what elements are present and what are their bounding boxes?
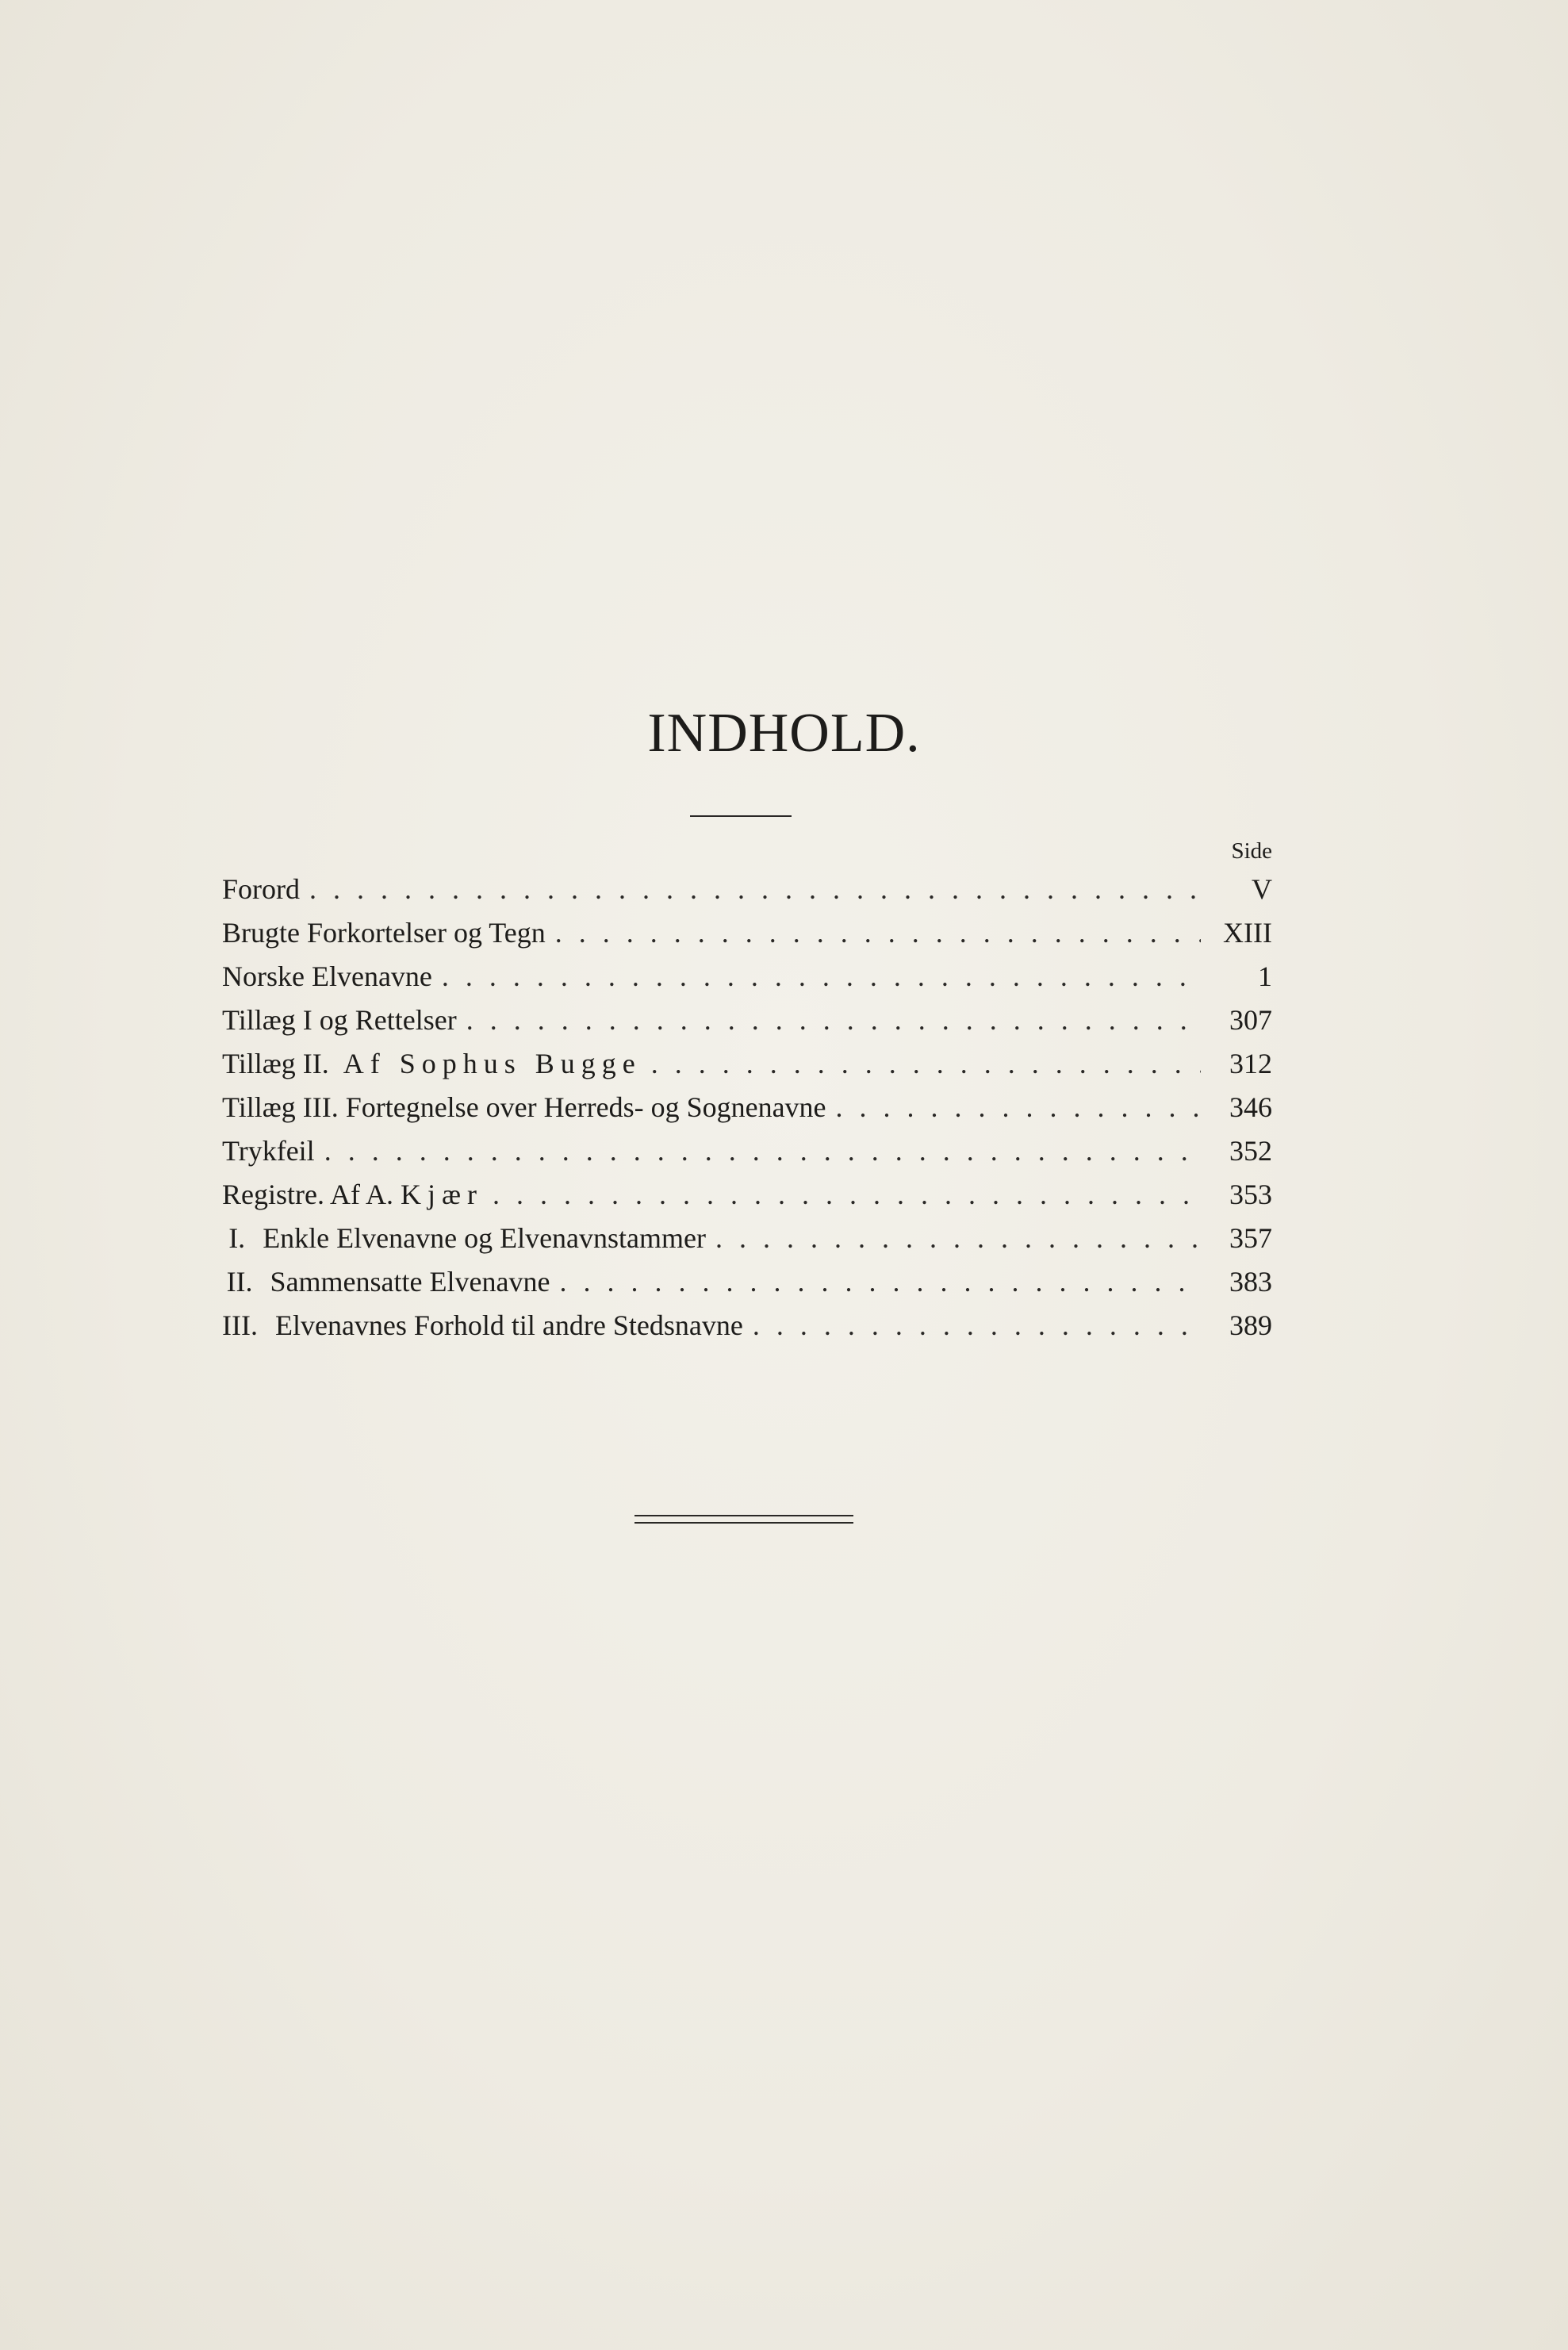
toc-entry-page: V xyxy=(1252,873,1272,905)
table-of-contents xyxy=(222,872,1272,1352)
dot-leader xyxy=(432,960,1201,993)
dot-leader xyxy=(457,1003,1201,1037)
toc-entry-label: Norske Elvenavne xyxy=(222,960,432,992)
dot-leader xyxy=(706,1221,1201,1255)
toc-subentry-enkle xyxy=(222,1221,1272,1265)
toc-entry-label-author: Kjær xyxy=(400,1179,483,1210)
dot-leader xyxy=(743,1309,1201,1342)
toc-entry-label: Trykfeil xyxy=(222,1135,315,1167)
title-rule xyxy=(690,815,792,817)
toc-entry-label: Tillæg I og Rettelser xyxy=(222,1004,457,1036)
toc-entry-label: Tillæg III. Fortegnelse over Herreds- og Sognenavne xyxy=(222,1091,826,1123)
toc-subentry-sammensatte xyxy=(222,1265,1272,1309)
toc-entry-label-main: Registre. Af A. xyxy=(222,1179,393,1210)
toc-entry-page: 357 xyxy=(1229,1222,1272,1254)
dot-leader xyxy=(300,872,1201,906)
toc-entry-registre xyxy=(222,1178,1272,1221)
toc-entry-page: 352 xyxy=(1229,1135,1272,1167)
toc-entry-page: 1 xyxy=(1258,960,1272,992)
side-column-label: Side xyxy=(1231,838,1272,864)
dot-leader xyxy=(826,1091,1201,1124)
toc-entry-label: Elvenavnes Forhold til andre Stedsnavne xyxy=(274,1309,743,1341)
toc-entry-page: 307 xyxy=(1229,1004,1272,1036)
toc-entry-tillaeg-1 xyxy=(222,1003,1272,1047)
toc-entry-label: Brugte Forkortelser og Tegn xyxy=(222,917,546,949)
toc-entry-label-main: Tillæg II. xyxy=(222,1048,329,1079)
toc-entry-number: II. xyxy=(226,1266,253,1298)
toc-entry-page: XIII xyxy=(1223,917,1272,949)
toc-entry-tillaeg-3 xyxy=(222,1091,1272,1134)
dot-leader xyxy=(483,1178,1201,1211)
toc-entry-elvenavne xyxy=(222,960,1272,1003)
toc-entry-label xyxy=(222,1047,642,1080)
toc-entry-forkortelser xyxy=(222,916,1272,960)
dot-leader xyxy=(550,1265,1201,1298)
dot-leader xyxy=(315,1134,1201,1167)
dot-leader xyxy=(642,1047,1201,1080)
toc-entry-page: 389 xyxy=(1229,1309,1272,1341)
closing-double-rule xyxy=(634,1515,853,1524)
toc-entry-page: 353 xyxy=(1229,1179,1272,1210)
toc-entry-label: Sammensatte Elvenavne xyxy=(270,1266,550,1298)
toc-entry-label-author: Af Sophus Bugge xyxy=(343,1048,642,1079)
toc-subentry-forhold xyxy=(222,1309,1272,1352)
toc-entry-page: 383 xyxy=(1229,1266,1272,1298)
toc-entry-number: III. xyxy=(222,1309,258,1341)
toc-entry-label xyxy=(222,1178,483,1211)
toc-entry-page: 312 xyxy=(1229,1048,1272,1079)
toc-entry-trykfeil xyxy=(222,1134,1272,1178)
toc-entry-label: Enkle Elvenavne og Elvenavnstammer xyxy=(263,1222,706,1254)
toc-entry-number: I. xyxy=(228,1222,246,1254)
dot-leader xyxy=(546,916,1201,949)
toc-entry-page: 346 xyxy=(1229,1091,1272,1123)
page-title: INDHOLD. xyxy=(647,703,921,764)
toc-entry-label: Forord xyxy=(222,873,300,905)
toc-entry-forord xyxy=(222,872,1272,916)
toc-entry-tillaeg-2 xyxy=(222,1047,1272,1091)
